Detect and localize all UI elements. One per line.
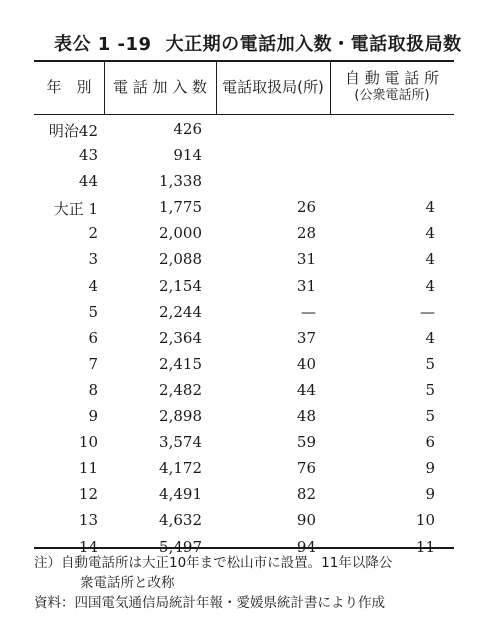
note-line: 衆電話所と改称 (80, 575, 175, 591)
table-row (34, 325, 454, 351)
cell-auto-phone: 4 (425, 224, 435, 243)
cell-year: 14 (78, 537, 98, 556)
cell-subscribers: 2,482 (159, 380, 202, 399)
source-line: 資料：四国電気通信局統計年報・愛媛県統計書により作成 (34, 595, 385, 611)
table-row (34, 168, 454, 194)
cell-year: 4 (88, 276, 98, 295)
page-title (48, 30, 462, 56)
cell-subscribers: 914 (173, 146, 202, 165)
cell-auto-phone: — (420, 302, 435, 321)
table-number: 表公 1 -19 (54, 34, 152, 55)
cell-subscribers: 3,574 (159, 433, 202, 452)
cell-offices: 40 (296, 354, 316, 373)
cell-offices: 59 (296, 433, 316, 452)
table-row (34, 246, 454, 272)
cell-subscribers: 4,172 (159, 459, 202, 478)
cell-year: 13 (78, 511, 98, 530)
cell-year: 43 (78, 146, 98, 165)
table-row (34, 351, 454, 377)
table-body (34, 116, 454, 560)
cell-auto-phone: 4 (425, 328, 435, 347)
column-header-subscribers: 電 話 加 入 数 (112, 78, 208, 96)
table-row (34, 377, 454, 403)
cell-subscribers: 2,088 (159, 250, 202, 269)
table-row (34, 299, 454, 325)
cell-offices: 76 (296, 459, 316, 478)
cell-auto-phone: 11 (415, 537, 435, 556)
cell-offices: 28 (296, 224, 316, 243)
cell-auto-phone: 6 (425, 433, 435, 452)
footnotes (34, 553, 392, 613)
cell-year: 2 (88, 224, 98, 243)
cell-year: 7 (88, 354, 98, 373)
cell-subscribers: 1,775 (159, 198, 202, 217)
table-row (34, 403, 454, 429)
cell-subscribers: 2,364 (159, 328, 202, 347)
column-header-year: 年 別 (46, 78, 92, 96)
cell-year: 10 (78, 433, 98, 452)
cell-offices: 90 (296, 511, 316, 530)
cell-offices: 44 (296, 380, 316, 399)
cell-auto-phone: 5 (425, 354, 435, 373)
note-line: 注）自動電話所は大正10年まで松山市に設置。11年以降公 (34, 555, 393, 571)
cell-year: 8 (88, 380, 98, 399)
table-row (34, 273, 454, 299)
column-header-offices: 電話取扱局(所) (222, 78, 324, 96)
cell-year: 11 (78, 459, 98, 478)
cell-subscribers: 4,491 (159, 485, 202, 504)
cell-offices: 31 (296, 276, 316, 295)
cell-offices: — (301, 302, 316, 321)
cell-year: 明治42 (48, 122, 98, 140)
table-row (34, 220, 454, 246)
cell-year: 9 (88, 407, 98, 426)
cell-auto-phone: 9 (425, 459, 435, 478)
cell-offices: 94 (296, 537, 316, 556)
cell-subscribers: 426 (173, 120, 202, 138)
table-row (34, 507, 454, 533)
cell-offices: 48 (296, 407, 316, 426)
cell-subscribers: 5,497 (159, 537, 202, 556)
cell-offices: 26 (296, 198, 316, 217)
cell-subscribers: 4,632 (159, 511, 202, 530)
cell-offices: 37 (296, 328, 316, 347)
cell-auto-phone: 4 (425, 198, 435, 217)
cell-year: 3 (88, 250, 98, 269)
table-row (34, 142, 454, 168)
cell-auto-phone: 9 (425, 485, 435, 504)
cell-year: 44 (78, 172, 98, 191)
cell-subscribers: 2,244 (159, 302, 202, 321)
table-row (34, 194, 454, 220)
cell-year: 大正 1 (53, 200, 98, 219)
cell-auto-phone: 4 (425, 276, 435, 295)
table-row (34, 481, 454, 507)
cell-offices: 82 (296, 485, 316, 504)
cell-auto-phone: 4 (425, 250, 435, 269)
cell-auto-phone: 5 (425, 380, 435, 399)
cell-offices: 31 (296, 250, 316, 269)
cell-auto-phone: 5 (425, 407, 435, 426)
cell-year: 6 (88, 328, 98, 347)
cell-subscribers: 2,000 (159, 224, 202, 243)
table-title: 大正期の電話加入数・電話取扱局数 (165, 34, 462, 55)
cell-subscribers: 2,154 (159, 276, 202, 295)
column-header-auto-phone: 自 動 電 話 所 (公衆電話所) (344, 69, 440, 103)
table-row (34, 116, 454, 142)
table-header-rule (34, 114, 454, 115)
cell-year: 5 (88, 302, 98, 321)
table-row (34, 429, 454, 455)
cell-auto-phone: 10 (415, 511, 435, 530)
cell-subscribers: 2,415 (159, 354, 202, 373)
cell-year: 12 (78, 485, 98, 504)
cell-subscribers: 1,338 (159, 172, 202, 191)
cell-subscribers: 2,898 (159, 407, 202, 426)
table-row (34, 455, 454, 481)
